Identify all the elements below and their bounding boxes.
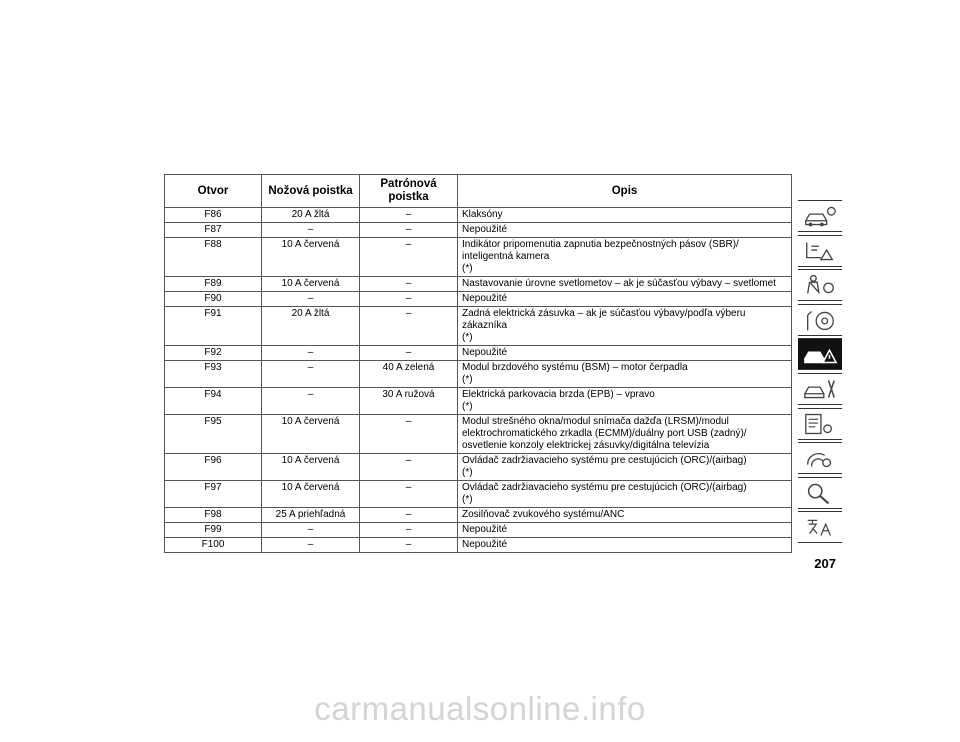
table-row — [165, 481, 792, 508]
cell-blade-fuse: 25 A priehľadná — [262, 508, 360, 523]
cell-description: Klaksóny — [458, 208, 792, 223]
cell-description: Ovládač zadržiavacieho systému pre cestujúcich (ORC)/(airbag) (*) — [458, 454, 792, 481]
cell-slot: F89 — [165, 277, 262, 292]
cell-blade-fuse: 10 A červená — [262, 481, 360, 508]
table-row — [165, 277, 792, 292]
cell-description: Elektrická parkovacia brzda (EPB) – vpravo (*) — [458, 388, 792, 415]
cell-description: Nepoužité — [458, 223, 792, 238]
cell-cartridge-fuse: – — [360, 415, 458, 454]
header-description: Opis — [458, 175, 792, 208]
car-service-icon — [802, 376, 838, 402]
cell-description: Zosilňovač zvukového systému/ANC — [458, 508, 792, 523]
table-row — [165, 523, 792, 538]
cell-slot: F91 — [165, 307, 262, 346]
table-row — [165, 415, 792, 454]
fuse-table-body — [165, 208, 792, 553]
header-blade-fuse: Nožová poistka — [262, 175, 360, 208]
cell-blade-fuse: 20 A žltá — [262, 208, 360, 223]
tab-vehicle[interactable] — [798, 200, 842, 232]
cell-blade-fuse: – — [262, 523, 360, 538]
table-row — [165, 292, 792, 307]
cell-description: Nepoužité — [458, 346, 792, 361]
header-cartridge-fuse: Patrónová poistka — [360, 175, 458, 208]
cell-slot: F90 — [165, 292, 262, 307]
fuse-table — [164, 174, 792, 553]
tab-safety[interactable] — [798, 269, 842, 301]
specifications-icon — [802, 411, 838, 437]
table-row — [165, 508, 792, 523]
cell-description: Nepoužité — [458, 292, 792, 307]
cell-cartridge-fuse: – — [360, 481, 458, 508]
cell-slot: F93 — [165, 361, 262, 388]
cell-slot: F87 — [165, 223, 262, 238]
table-header-row — [165, 175, 792, 208]
cell-description: Nastavovanie úrovne svetlometov – ak je súčasťou výbavy – svetlomet — [458, 277, 792, 292]
cell-cartridge-fuse: – — [360, 292, 458, 307]
cell-slot: F100 — [165, 538, 262, 553]
car-info-icon — [802, 203, 838, 229]
cell-blade-fuse: 10 A červená — [262, 238, 360, 277]
tab-index[interactable] — [798, 477, 842, 509]
cell-blade-fuse: – — [262, 223, 360, 238]
cell-description: Zadná elektrická zásuvka – ak je súčasťou výbavy/podľa výberu zákazníka (*) — [458, 307, 792, 346]
languages-icon — [802, 514, 838, 540]
cell-slot: F97 — [165, 481, 262, 508]
cell-blade-fuse: 10 A červená — [262, 454, 360, 481]
tab-multimedia[interactable] — [798, 442, 842, 474]
cell-slot: F94 — [165, 388, 262, 415]
steering-wheel-icon — [802, 307, 838, 333]
cell-cartridge-fuse: – — [360, 538, 458, 553]
cell-slot: F99 — [165, 523, 262, 538]
cell-cartridge-fuse: – — [360, 508, 458, 523]
page-number: 207 — [814, 556, 836, 571]
cell-slot: F95 — [165, 415, 262, 454]
cell-cartridge-fuse: – — [360, 277, 458, 292]
multimedia-icon — [802, 445, 838, 471]
cell-blade-fuse: 10 A červená — [262, 277, 360, 292]
cell-description: Ovládač zadržiavacieho systému pre cestujúcich (ORC)/(airbag) (*) — [458, 481, 792, 508]
cell-cartridge-fuse: 40 A zelená — [360, 361, 458, 388]
cell-blade-fuse: – — [262, 292, 360, 307]
cell-cartridge-fuse: – — [360, 346, 458, 361]
cell-blade-fuse: 10 A červená — [262, 415, 360, 454]
tab-languages[interactable] — [798, 511, 842, 543]
cell-description: Indikátor pripomenutia zapnutia bezpečnostných pásov (SBR)/ inteligentná kamera (*) — [458, 238, 792, 277]
dashboard-warning-icon — [802, 238, 838, 264]
tab-dashboard[interactable] — [798, 235, 842, 267]
table-row — [165, 238, 792, 277]
cell-slot: F88 — [165, 238, 262, 277]
table-row — [165, 307, 792, 346]
cell-slot: F86 — [165, 208, 262, 223]
tab-specs[interactable] — [798, 408, 842, 440]
cell-description: Nepoužité — [458, 538, 792, 553]
seatbelt-safety-icon — [802, 272, 838, 298]
cell-cartridge-fuse: – — [360, 454, 458, 481]
cell-cartridge-fuse: – — [360, 238, 458, 277]
cell-description: Modul brzdového systému (BSM) – motor čerpadla (*) — [458, 361, 792, 388]
cell-cartridge-fuse: – — [360, 523, 458, 538]
table-row — [165, 538, 792, 553]
cell-cartridge-fuse: – — [360, 307, 458, 346]
car-breakdown-icon — [802, 341, 838, 367]
tab-emergency[interactable] — [798, 338, 842, 370]
cell-blade-fuse: – — [262, 361, 360, 388]
table-row — [165, 388, 792, 415]
table-row — [165, 454, 792, 481]
cell-blade-fuse: – — [262, 388, 360, 415]
tab-driving[interactable] — [798, 304, 842, 336]
cell-blade-fuse: – — [262, 538, 360, 553]
cell-blade-fuse: – — [262, 346, 360, 361]
cell-description: Nepoužité — [458, 523, 792, 538]
header-slot: Otvor — [165, 175, 262, 208]
cell-cartridge-fuse: – — [360, 208, 458, 223]
search-index-icon — [802, 480, 838, 506]
table-row — [165, 208, 792, 223]
cell-cartridge-fuse: – — [360, 223, 458, 238]
watermark: carmanualsonline.info — [314, 690, 646, 727]
cell-slot: F96 — [165, 454, 262, 481]
cell-description: Modul strešného okna/modul snímača dažďa (LRSM)/modul elektrochromatického zrkadla (ECMM)/duálny port USB (zadný)/ osvetlenie konzoly elektrickej zásuvky/digitálna televízia — [458, 415, 792, 454]
table-row — [165, 223, 792, 238]
tab-service[interactable] — [798, 373, 842, 405]
cell-cartridge-fuse: 30 A ružová — [360, 388, 458, 415]
table-row — [165, 346, 792, 361]
cell-slot: F92 — [165, 346, 262, 361]
cell-slot: F98 — [165, 508, 262, 523]
cell-blade-fuse: 20 A žltá — [262, 307, 360, 346]
table-row — [165, 361, 792, 388]
